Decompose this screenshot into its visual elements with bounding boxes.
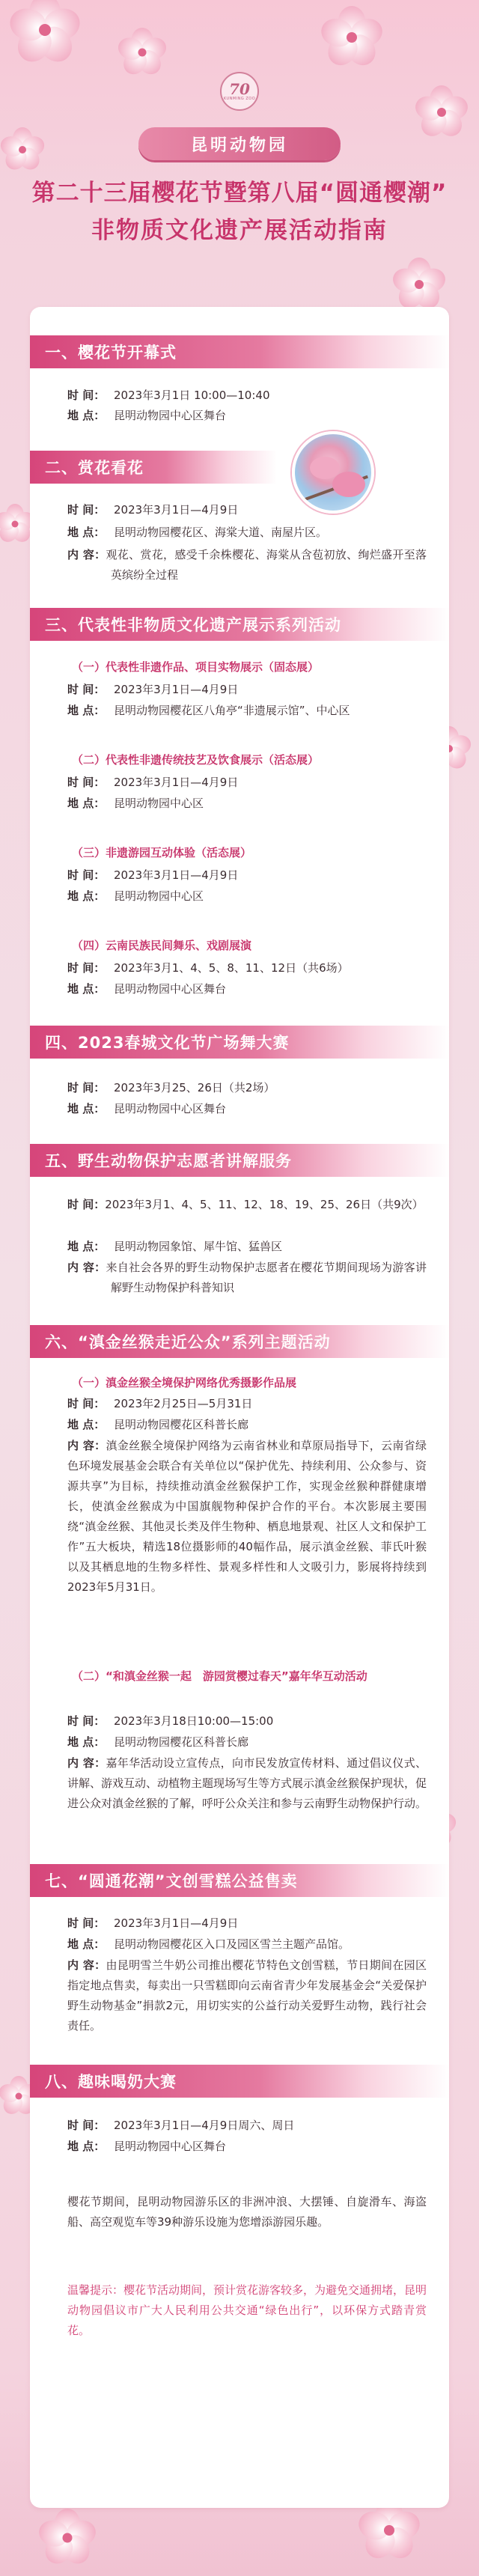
time-label: 时 间： <box>67 1198 106 1211</box>
time-value: 2023年3月1日—4月9日周六、周日 <box>114 2119 295 2132</box>
place-value: 昆明动物园樱花区入口及园区雪兰主题产品馆。 <box>114 1937 350 1951</box>
subsection-title: （三）非遗游园互动体验（活态展） <box>72 846 252 859</box>
place-value: 昆明动物园中心区舞台 <box>114 982 227 996</box>
info-row-time <box>67 1078 419 1098</box>
logo-caption: KUNMING ZOO <box>223 97 256 101</box>
anniversary-logo <box>220 72 259 111</box>
info-row-content <box>67 1753 427 1814</box>
section-header-volunteers: 五、野生动物保护志愿者讲解服务 <box>30 1144 449 1177</box>
info-row-place <box>67 1237 419 1257</box>
place-label: 地 点： <box>67 409 106 422</box>
place-value: 昆明动物园樱花区科普长廊 <box>114 1735 249 1749</box>
time-label: 时 间： <box>67 1081 106 1094</box>
time-label: 时 间： <box>67 868 106 882</box>
info-row-time <box>67 1394 419 1414</box>
subsection-title: （一）滇金丝猴全境保护网络优秀摄影作品展 <box>72 1376 297 1389</box>
place-label: 地 点： <box>67 889 106 903</box>
subsection-title: （二）“和滇金丝猴一起 游园赏樱过春天”嘉年华互动活动 <box>72 1669 367 1683</box>
place-value: 昆明动物园樱花区科普长廊 <box>114 1418 249 1431</box>
place-label: 地 点： <box>67 1240 106 1253</box>
time-value: 2023年3月1、4、5、11、12、18、19、25、26日（共9次） <box>105 1198 424 1211</box>
time-label: 时 间： <box>67 961 106 975</box>
time-value: 2023年3月1日—4月9日 <box>114 683 239 696</box>
info-row-time <box>67 386 419 406</box>
info-row-time <box>67 958 419 978</box>
info-row-place <box>67 2137 419 2157</box>
place-label: 地 点： <box>67 1937 106 1951</box>
time-value: 2023年2月25日—5月31日 <box>114 1397 253 1410</box>
place-label: 地 点： <box>67 1102 106 1115</box>
time-label: 时 间： <box>67 776 106 789</box>
time-value: 2023年3月1、4、5、8、11、12日（共6场） <box>114 961 349 975</box>
info-row-time <box>67 773 419 793</box>
content-label: 内 容： <box>67 1958 106 1972</box>
section-header-square-dance: 四、2023春城文化节广场舞大赛 <box>30 1026 449 1059</box>
place-value: 昆明动物园中心区 <box>114 797 204 810</box>
info-row-place <box>67 1732 419 1753</box>
place-value: 昆明动物园中心区舞台 <box>114 409 227 422</box>
section-header-heritage: 三、代表性非物质文化遗产展示系列活动 <box>30 608 449 641</box>
place-label: 地 点： <box>67 704 106 717</box>
info-row-content <box>67 1258 427 1298</box>
info-row-place <box>67 1415 419 1435</box>
time-value: 2023年3月1日—4月9日 <box>114 776 239 789</box>
info-row-place <box>67 794 419 814</box>
content-value: 观花、赏花，感受千余株樱花、海棠从含苞初放、绚烂盛开至落英缤纷全过程 <box>106 548 427 582</box>
subsection-title: （一）代表性非遗作品、项目实物展示（固态展） <box>72 660 320 674</box>
header <box>0 0 479 292</box>
place-label: 地 点： <box>67 1735 106 1749</box>
time-label: 时 间： <box>67 2119 106 2132</box>
info-row-time <box>67 1195 427 1215</box>
content-label: 内 容： <box>67 548 106 561</box>
section-header-ice-cream-sale: 七、“圆通花潮”文创雪糕公益售卖 <box>30 1864 449 1897</box>
section-header-milk-contest: 八、趣味喝奶大赛 <box>30 2065 449 2098</box>
time-value: 2023年3月25、26日（共2场） <box>114 1081 275 1094</box>
time-value: 2023年3月18日10:00—15:00 <box>114 1714 274 1728</box>
time-value: 2023年3月1日—4月9日 <box>114 503 239 517</box>
amusement-note: 樱花节期间，昆明动物园游乐区的非洲冲浪、大摆锤、自旋滑车、海盗船、高空观览车等39种游乐设施为您增添游园乐趣。 <box>67 2195 427 2229</box>
info-row-time <box>67 865 419 886</box>
place-value: 昆明动物园中心区舞台 <box>114 1102 227 1115</box>
place-value: 昆明动物园樱花区八角亭“非遗展示馆”、中心区 <box>114 704 350 717</box>
content-value: 来自社会各界的野生动物保护志愿者在樱花节期间现场为游客讲解野生动物保护科普知识 <box>106 1261 427 1294</box>
info-row-place <box>67 886 419 907</box>
info-row-place <box>67 1934 419 1955</box>
time-label: 时 间： <box>67 389 106 402</box>
place-value: 昆明动物园樱花区、海棠大道、南屋片区。 <box>114 526 328 539</box>
info-row-place <box>67 979 419 999</box>
info-row-place <box>67 1099 419 1119</box>
info-row-content <box>67 1436 427 1598</box>
section-header-flower-viewing: 二、赏花看花 <box>30 451 277 484</box>
time-label: 时 间： <box>67 683 106 696</box>
content-value: 嘉年华活动设立宣传点，向市民发放宣传材料、通过倡议仪式、讲解、游戏互动、动植物主题现场写生等方式展示滇金丝猴保护现状，促进公众对滇金丝猴的了解，呼吁公众关注和参与云南野生动物保护行动。 <box>67 1756 427 1810</box>
place-value: 昆明动物园中心区舞台 <box>114 2140 227 2153</box>
page-title-line2: 非物质文化遗产展活动指南 <box>91 217 388 244</box>
info-row-time <box>67 1711 419 1732</box>
time-label: 时 间： <box>67 1397 106 1410</box>
subsection-title: （四）云南民族民间舞乐、戏剧展演 <box>72 939 252 952</box>
content-label: 内 容： <box>67 1756 106 1770</box>
info-row-place <box>67 523 419 543</box>
content-label: 内 容： <box>67 1261 106 1274</box>
content-value: 由昆明雪兰牛奶公司推出樱花节特色文创雪糕，节日期间在园区指定地点售卖，每卖出一只雪糕即向云南省青少年发展基金会“关爱保护野生动物基金”捐款2元，用切实实的公益行动关爱野生动物，践行社会责任。 <box>67 1958 427 2033</box>
place-label: 地 点： <box>67 2140 106 2153</box>
time-label: 时 间： <box>67 1916 106 1930</box>
page-title-line1: 第二十三届樱花节暨第八届“圆通樱潮” <box>31 180 448 207</box>
content-value: 滇金丝猴全境保护网络为云南省林业和草原局指导下，云南省绿色环境发展基金会联合有关单位以“保护优先、持续利用、公众参与、资源共享”为目标，持续推动滇金丝猴保护工作，实现金丝猴种群健康增长，使滇金丝猴成为中国旗舰物种保护合作的平台。本次影展主要围绕“滇金丝猴、其他灵长类及伴生物种、栖息地景观、社区人文和保护工作”五大板块，精选18位摄影师的40幅作品，展示滇金丝猴、菲氏叶猴以及其栖息地的生物多样性、景观多样性和人文吸引力，影展将持续到2023年5月31日。 <box>67 1439 427 1594</box>
time-label: 时 间： <box>67 503 106 517</box>
content-label: 内 容： <box>67 1439 106 1452</box>
time-value: 2023年3月1日 10:00—10:40 <box>114 389 270 402</box>
place-label: 地 点： <box>67 1418 106 1431</box>
logo-number: 70 <box>229 80 250 98</box>
section-header-opening: 一、樱花节开幕式 <box>30 335 449 368</box>
info-row-time <box>67 500 419 520</box>
place-label: 地 点： <box>67 526 106 539</box>
info-row-time <box>67 680 419 700</box>
place-value: 昆明动物园中心区 <box>114 889 204 903</box>
time-value: 2023年3月1日—4月9日 <box>114 868 239 882</box>
time-label: 时 间： <box>67 1714 106 1728</box>
place-label: 地 点： <box>67 797 106 810</box>
info-row-place <box>67 701 419 721</box>
info-row-content <box>67 545 427 585</box>
info-row-place <box>67 406 419 426</box>
section-header-golden-monkey: 六、“滇金丝猴走近公众”系列主题活动 <box>30 1325 449 1358</box>
time-value: 2023年3月1日—4月9日 <box>114 1916 239 1930</box>
info-row-time <box>67 2116 419 2136</box>
info-row-content <box>67 1955 427 2036</box>
info-row-time <box>67 1913 419 1934</box>
subsection-title: （二）代表性非遗传统技艺及饮食展示（活态展） <box>72 753 320 767</box>
warm-tips: 温馨提示：樱花节活动期间，预计赏花游客较多，为避免交通拥堵，昆明动物园倡议市广大人民利用公共交通“绿色出行”，以环保方式踏青赏花。 <box>67 2283 427 2337</box>
place-label: 地 点： <box>67 982 106 996</box>
organization-badge: 昆明动物园 <box>138 127 341 160</box>
place-value: 昆明动物园象馆、犀牛馆、猛兽区 <box>114 1240 283 1253</box>
